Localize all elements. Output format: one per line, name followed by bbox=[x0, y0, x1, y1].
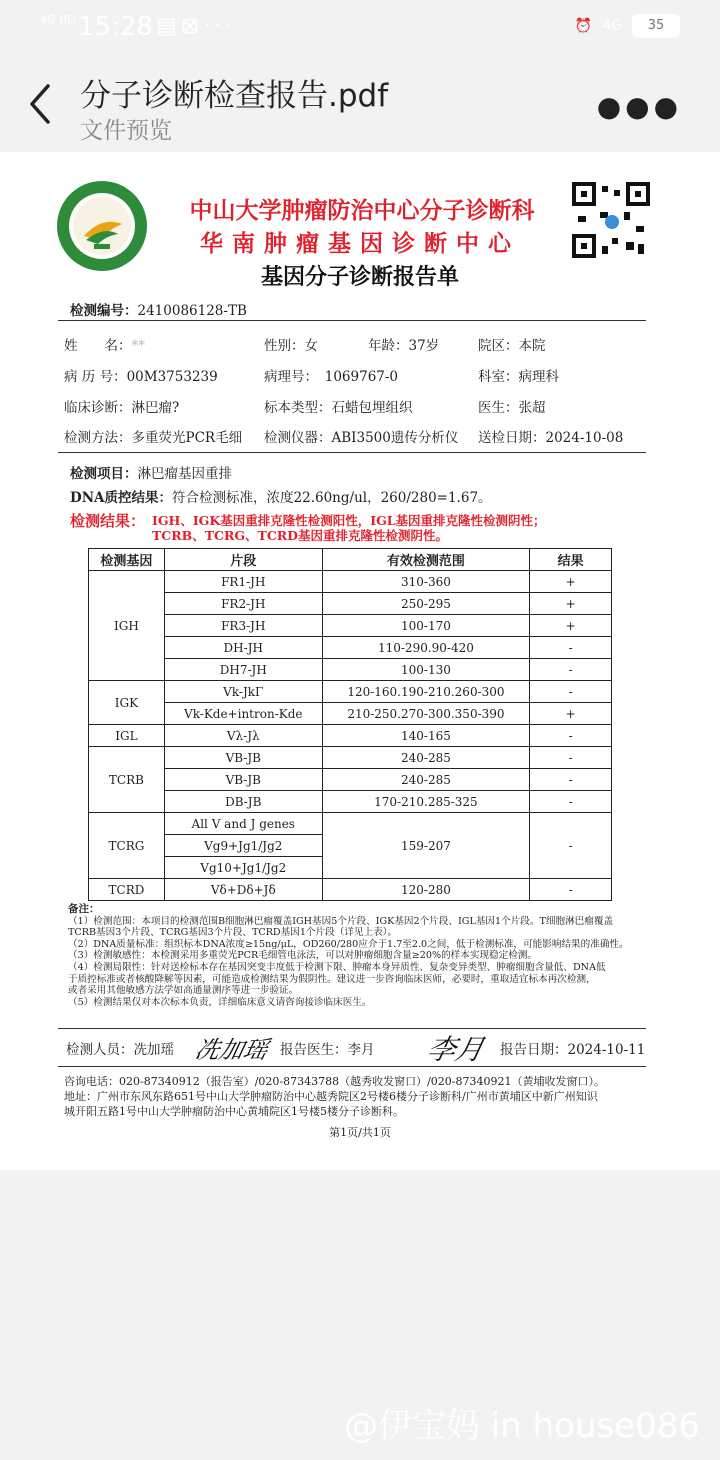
table-row bbox=[89, 681, 612, 703]
watermark: @伊宝妈 in house086 bbox=[343, 1406, 700, 1446]
divider bbox=[58, 1028, 646, 1029]
fragment-cell: DH-JH bbox=[164, 637, 322, 659]
note-line: （4）检测局限性：针对送检标本存在基因突变丰度低于检测下限、肿瘤本身异质性、复杂变异类型、肿瘤细胞含量低、DNA低 bbox=[68, 961, 606, 973]
fragment-cell: DB-JB bbox=[164, 791, 322, 813]
note-line: 于质控标准或者核酸降解等因素，可能造成检测结果为假阴性。建议进一步咨询临床医师，必要时，重取适宜标本再次检测， bbox=[68, 973, 596, 985]
note-line: TCRB基因3个片段、TCRG基因3个片段、TCRD基因1个片段（详见上表）。 bbox=[68, 927, 398, 939]
fragment-cell: Vk-JkΓ bbox=[164, 681, 322, 703]
range-cell: 100-130 bbox=[322, 659, 530, 681]
table-row bbox=[89, 593, 612, 615]
table-row bbox=[89, 637, 612, 659]
dna-qc-result: DNA质控结果：符合检测标准，浓度22.60ng/ul，260/280=1.67。 bbox=[70, 490, 492, 506]
range-cell: 120-280 bbox=[322, 879, 530, 901]
file-subtitle: 文件预览 bbox=[80, 118, 172, 144]
patient-gender: 性别：女 bbox=[264, 338, 318, 354]
file-title: 分子诊断检查报告.pdf bbox=[80, 78, 389, 114]
test-instrument: 检测仪器：ABI3500遗传分析仪 bbox=[264, 430, 459, 446]
range-cell: 210-250.270-300.350-390 bbox=[322, 703, 530, 725]
fragment-cell: DH7-JH bbox=[164, 659, 322, 681]
report-id: 检测编号：2410086128-TB bbox=[70, 303, 247, 319]
pathology-no: 病理号： 1069767-0 bbox=[264, 369, 399, 385]
gene-igk: IGK bbox=[89, 681, 165, 725]
result-cell: + bbox=[530, 703, 612, 725]
result-cell: - bbox=[530, 791, 612, 813]
fragment-cell: FR3-JH bbox=[164, 615, 322, 637]
contact-line: 咨询电话：020-87340912（报告室）/020-87343788（越秀收发窗口）/020-87340921（黄埔收发窗口）。 bbox=[64, 1075, 606, 1088]
range-cell: 100-170 bbox=[322, 615, 530, 637]
header-result: 结果 bbox=[530, 549, 612, 571]
doctor-signature: 李月 bbox=[424, 1033, 488, 1066]
fragment-cell: All V and J genes bbox=[164, 813, 322, 835]
result-cell: - bbox=[530, 681, 612, 703]
table-row bbox=[89, 791, 612, 813]
fragment-cell: Vg10+Jg1/Jg2 bbox=[164, 857, 322, 879]
fragment-cell: FR1-JH bbox=[164, 571, 322, 593]
contact-line: 城开阳五路1号中山大学肿瘤防治中心黄埔院区1号楼5楼分子诊断科。 bbox=[64, 1105, 404, 1118]
clock: 15:28 bbox=[78, 12, 153, 42]
divider bbox=[58, 320, 646, 321]
range-cell: 120-160.190-210.260-300 bbox=[322, 681, 530, 703]
range-cell: 140-165 bbox=[322, 725, 530, 747]
report-date: 报告日期：2024-10-11 bbox=[500, 1042, 646, 1058]
fragment-cell: Vg9+Jg1/Jg2 bbox=[164, 835, 322, 857]
patient-age: 年龄：37岁 bbox=[368, 338, 440, 354]
result-label: 检测结果： bbox=[70, 512, 146, 530]
clinical-diagnosis: 临床诊断：淋巴瘤? bbox=[64, 400, 180, 416]
fragment-cell: Vλ-Jλ bbox=[164, 725, 322, 747]
test-project: 检测项目：淋巴瘤基因重排 bbox=[70, 466, 232, 482]
fragment-cell: Vk-Kde+intron-Kde bbox=[164, 703, 322, 725]
table-row bbox=[89, 725, 612, 747]
more-options-icon[interactable]: ●●● bbox=[596, 90, 682, 123]
tester-signature: 冼加瑶 bbox=[192, 1036, 271, 1064]
table-row bbox=[89, 769, 612, 791]
result-cell: - bbox=[530, 769, 612, 791]
submit-date: 送检日期：2024-10-08 bbox=[478, 430, 624, 446]
contact-line: 地址：广州市东风东路651号中山大学肿瘤防治中心越秀院区2号楼6楼分子诊断科/广州市黄埔区中新广州知识 bbox=[64, 1090, 598, 1103]
header-range: 有效检测范围 bbox=[322, 549, 530, 571]
medical-record-no: 病 历 号：00M3753239 bbox=[64, 369, 218, 385]
range-cell: 110-290.90-420 bbox=[322, 637, 530, 659]
note-line: （2）DNA质量标准：组织标本DNA浓度≥15ng/μL，OD260/280应介于1.7至2.0之间，低于检测标准，可能影响结果的准确性。 bbox=[68, 938, 629, 950]
more-notifications-icon: ··· bbox=[203, 14, 237, 39]
table-header-row bbox=[89, 549, 612, 571]
note-line: （5）检测结果仅对本次标本负责，详细临床意义请咨询接诊临床医生。 bbox=[68, 996, 372, 1008]
report-doctor: 报告医生：李月 bbox=[280, 1042, 375, 1058]
back-arrow-icon[interactable] bbox=[26, 82, 56, 126]
range-cell: 159-207 bbox=[322, 813, 530, 879]
divider bbox=[58, 1066, 646, 1067]
notes-section bbox=[68, 904, 678, 1008]
app-bar bbox=[0, 56, 720, 152]
range-cell: 250-295 bbox=[322, 593, 530, 615]
fragment-cell: Vδ+Dδ+Jδ bbox=[164, 879, 322, 901]
pdf-page[interactable] bbox=[0, 152, 720, 1170]
gene-igh: IGH bbox=[89, 571, 165, 681]
note-line: （3）检测敏感性：本检测采用多重荧光PCR毛细管电泳法，可以对肿瘤细胞含量≥20%的样本实现稳定检测。 bbox=[68, 950, 538, 962]
page-number: 第1页/共1页 bbox=[329, 1126, 391, 1139]
gene-tcrg: TCRG bbox=[89, 813, 165, 879]
header-fragment: 片段 bbox=[164, 549, 322, 571]
table-row bbox=[89, 703, 612, 725]
notes-title: 备注： bbox=[68, 903, 100, 915]
range-cell: 310-360 bbox=[322, 571, 530, 593]
table-row bbox=[89, 571, 612, 593]
fragment-cell: VB-JB bbox=[164, 747, 322, 769]
result-cell: - bbox=[530, 659, 612, 681]
result-cell: + bbox=[530, 571, 612, 593]
result-cell: - bbox=[530, 747, 612, 769]
battery-icon: 35 bbox=[632, 14, 680, 38]
contact-info bbox=[64, 1074, 684, 1119]
results-table bbox=[88, 548, 612, 901]
patient-name: 姓 名：** bbox=[64, 338, 145, 354]
gene-igl: IGL bbox=[89, 725, 165, 747]
range-cell: 240-285 bbox=[322, 747, 530, 769]
test-method: 检测方法：多重荧光PCR毛细 bbox=[64, 430, 243, 446]
result-line2: TCRB、TCRG、TCRD基因重排克隆性检测阴性。 bbox=[152, 528, 448, 543]
note-line: 或者采用其他敏感方法学如高通量测序等进一步验证。 bbox=[68, 985, 299, 997]
fragment-cell: FR2-JH bbox=[164, 593, 322, 615]
network-indicator: 4G HD bbox=[40, 13, 76, 26]
campus: 院区：本院 bbox=[478, 338, 546, 354]
result-cell: - bbox=[530, 879, 612, 901]
result-cell: - bbox=[530, 813, 612, 879]
status-bar bbox=[0, 0, 720, 56]
department: 科室：病理科 bbox=[478, 369, 559, 385]
notification-icons bbox=[156, 14, 236, 39]
range-cell: 240-285 bbox=[322, 769, 530, 791]
gene-tcrb: TCRB bbox=[89, 747, 165, 813]
table-row bbox=[89, 813, 612, 835]
status-right bbox=[575, 14, 680, 38]
report-title: 基因分子诊断报告单 bbox=[260, 264, 459, 290]
tester: 检测人员：冼加瑶 bbox=[66, 1042, 174, 1058]
sample-type: 标本类型：石蜡包埋组织 bbox=[264, 400, 413, 416]
table-row bbox=[89, 879, 612, 901]
divider bbox=[58, 452, 646, 453]
org-name-line2: 华南肿瘤基因诊断中心 bbox=[200, 230, 520, 257]
sim-card-icon: ▤ bbox=[156, 14, 181, 39]
range-cell: 170-210.285-325 bbox=[322, 791, 530, 813]
result-cell: + bbox=[530, 593, 612, 615]
result-line1: IGH、IGK基因重排克隆性检测阳性，IGL基因重排克隆性检测阴性； bbox=[152, 513, 546, 528]
note-line: （1）检测范围：本项目的检测范围B细胞淋巴瘤覆盖IGH基因5个片段、IGK基因2个片段、IGL基因1个片段。T细胞淋巴瘤覆盖 bbox=[68, 915, 614, 927]
table-row bbox=[89, 615, 612, 637]
no-disturb-icon: ⊠ bbox=[180, 14, 204, 39]
fragment-cell: VB-JB bbox=[164, 769, 322, 791]
table-row bbox=[89, 747, 612, 769]
doctor: 医生：张超 bbox=[478, 400, 546, 416]
result-cell: + bbox=[530, 615, 612, 637]
signal-label: 4G bbox=[602, 18, 622, 34]
gene-tcrd: TCRD bbox=[89, 879, 165, 901]
result-cell: - bbox=[530, 725, 612, 747]
table-row bbox=[89, 659, 612, 681]
org-name-line1: 中山大学肿瘤防治中心分子诊断科 bbox=[189, 197, 535, 224]
alarm-icon: ⏰ bbox=[574, 18, 593, 34]
header-gene: 检测基因 bbox=[89, 549, 165, 571]
result-cell: - bbox=[530, 637, 612, 659]
